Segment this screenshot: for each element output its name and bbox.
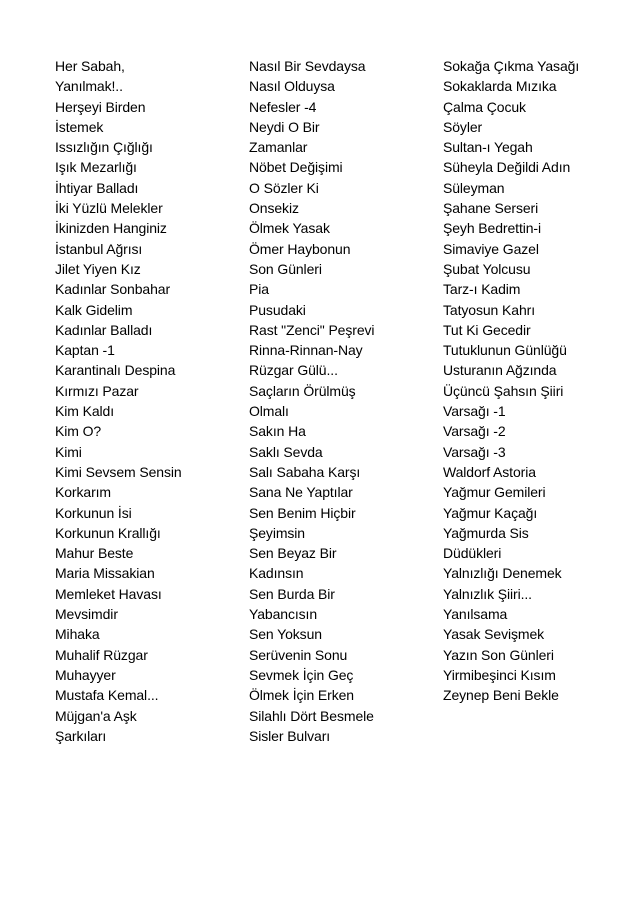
list-item: Korkarım xyxy=(55,484,111,501)
list-item: Ömer Haybonun xyxy=(249,240,351,257)
list-item: Sana Ne Yaptılar xyxy=(249,484,353,501)
list-item: Kalk Gidelim xyxy=(55,301,133,318)
list-item: Varsağı -2 xyxy=(443,423,506,440)
list-item: Nasıl Olduysa xyxy=(249,78,335,95)
list-item: Yağmur Kaçağı xyxy=(443,504,538,521)
list-item: Yalnızlığı Denemek xyxy=(443,565,562,582)
list-item: Çalma Çocuk xyxy=(443,98,526,115)
list-item: Müjgan'a Aşk xyxy=(55,707,137,724)
list-item: Kimi xyxy=(55,443,82,460)
list-item: Muhalif Rüzgar xyxy=(55,646,148,663)
list-item: Kadınlar Sonbahar xyxy=(55,281,171,298)
list-item: Mahur Beste xyxy=(55,545,134,562)
list-item: Rüzgar Gülü... xyxy=(249,362,338,379)
list-item: Nöbet Değişimi xyxy=(249,159,343,176)
title-list-column-1 xyxy=(55,56,240,746)
list-item: Mustafa Kemal... xyxy=(55,687,159,704)
list-item: Ölmek İçin Erken xyxy=(249,687,354,704)
list-item: Sokaklarda Mızıka xyxy=(443,78,557,95)
list-item: Herşeyi Birden xyxy=(55,98,146,115)
list-item: İstemek xyxy=(55,118,104,135)
list-item: Saçların Örülmüş xyxy=(249,382,356,399)
list-item: Yalnızlık Şiiri... xyxy=(443,585,532,602)
list-item: Saklı Sevda xyxy=(249,443,323,460)
list-item: Mevsimdir xyxy=(55,606,118,623)
list-item: Korkunun Krallığı xyxy=(55,524,161,541)
list-item: Her Sabah, xyxy=(55,58,125,74)
list-item: Serüvenin Sonu xyxy=(249,646,348,663)
list-item: İhtiyar Balladı xyxy=(55,179,139,196)
list-item: Neydi O Bir xyxy=(249,118,320,135)
list-item: Mihaka xyxy=(55,626,100,643)
list-item: Yağmur Gemileri xyxy=(443,484,546,501)
list-item: Sen Yoksun xyxy=(249,626,322,643)
list-item: İstanbul Ağrısı xyxy=(55,240,143,257)
list-item: Şubat Yolcusu xyxy=(443,260,531,277)
list-item: Sen Beyaz Bir xyxy=(249,545,337,562)
list-item: Simaviye Gazel xyxy=(443,240,539,257)
list-item: Sisler Bulvarı xyxy=(249,727,331,744)
list-item: Söyler xyxy=(443,118,483,135)
list-item: Waldorf Astoria xyxy=(443,463,536,480)
list-item: Sen Benim Hiçbir xyxy=(249,504,356,521)
list-item: Issızlığın Çığlığı xyxy=(55,139,153,156)
list-item: Usturanın Ağzında xyxy=(443,362,557,379)
list-item: Şahane Serseri xyxy=(443,200,539,217)
list-item: İkinizden Hanginiz xyxy=(55,220,167,237)
list-item: Yirmibeşinci Kısım xyxy=(443,666,556,683)
list-item: Şeyh Bedrettin-i xyxy=(443,220,542,237)
list-item: Pusudaki xyxy=(249,301,306,318)
list-item: Onsekiz xyxy=(249,200,299,217)
list-item: Süleyman xyxy=(443,179,505,196)
list-item: Tut Ki Gecedir xyxy=(443,321,531,338)
list-item: Kadınsın xyxy=(249,565,304,582)
list-item: Pia xyxy=(249,281,269,298)
list-item: Rast "Zenci" Peşrevi xyxy=(249,321,375,338)
list-item: Işık Mezarlığı xyxy=(55,159,137,176)
list-item: Sevmek İçin Geç xyxy=(249,666,354,683)
list-item: Sokağa Çıkma Yasağı xyxy=(443,58,580,74)
list-item: Karantinalı Despina xyxy=(55,362,176,379)
list-item: Kaptan -1 xyxy=(55,342,115,359)
list-item: Nefesler -4 xyxy=(249,98,317,115)
list-item: Son Günleri xyxy=(249,260,322,277)
list-item: İki Yüzlü Melekler xyxy=(55,200,163,217)
title-list-column-2 xyxy=(249,56,434,746)
list-item: Kimi Sevsem Sensin xyxy=(55,463,182,480)
list-item: Tutuklunun Günlüğü xyxy=(443,342,567,359)
list-item: Şeyimsin xyxy=(249,524,305,541)
list-item: Nasıl Bir Sevdaysa xyxy=(249,58,366,74)
list-item: Tatyosun Kahrı xyxy=(443,301,535,318)
list-item: Maria Missakian xyxy=(55,565,155,582)
list-item: Ölmek Yasak xyxy=(249,220,330,237)
list-item: Kadınlar Balladı xyxy=(55,321,153,338)
list-item: Yabancısın xyxy=(249,606,318,623)
list-item: Jilet Yiyen Kız xyxy=(55,260,141,277)
list-item: Yağmurda Sis xyxy=(443,524,529,541)
list-item: Şarkıları xyxy=(55,727,107,744)
list-item: Düdükleri xyxy=(443,545,502,562)
list-item: Üçüncü Şahsın Şiiri xyxy=(443,382,564,399)
list-item: Zeynep Beni Bekle xyxy=(443,687,559,704)
list-item: Varsağı -1 xyxy=(443,403,506,420)
list-item: Tarz-ı Kadim xyxy=(443,281,521,298)
list-item: Kırmızı Pazar xyxy=(55,382,139,399)
list-item: Silahlı Dört Besmele xyxy=(249,707,374,724)
list-item: Memleket Havası xyxy=(55,585,162,602)
list-item: Salı Sabaha Karşı xyxy=(249,463,361,480)
list-item: Yanılmak!.. xyxy=(55,78,123,95)
list-item: Zamanlar xyxy=(249,139,308,156)
list-item: Kim O? xyxy=(55,423,102,440)
list-item: Rinna-Rinnan-Nay xyxy=(249,342,363,359)
list-item: Yasak Sevişmek xyxy=(443,626,545,643)
list-item: Sakın Ha xyxy=(249,423,306,440)
list-item: Muhayyer xyxy=(55,666,116,683)
list-item: Süheyla Değildi Adın xyxy=(443,159,571,176)
list-item: Kim Kaldı xyxy=(55,403,115,420)
list-item: Yanılsama xyxy=(443,606,508,623)
list-item: Olmalı xyxy=(249,403,289,420)
list-item: Sultan-ı Yegah xyxy=(443,139,533,156)
title-list-column-3 xyxy=(443,56,633,706)
list-item: Korkunun İsi xyxy=(55,504,132,521)
list-item: Varsağı -3 xyxy=(443,443,506,460)
list-item: O Sözler Ki xyxy=(249,179,319,196)
list-item: Sen Burda Bir xyxy=(249,585,335,602)
list-item: Yazın Son Günleri xyxy=(443,646,554,663)
